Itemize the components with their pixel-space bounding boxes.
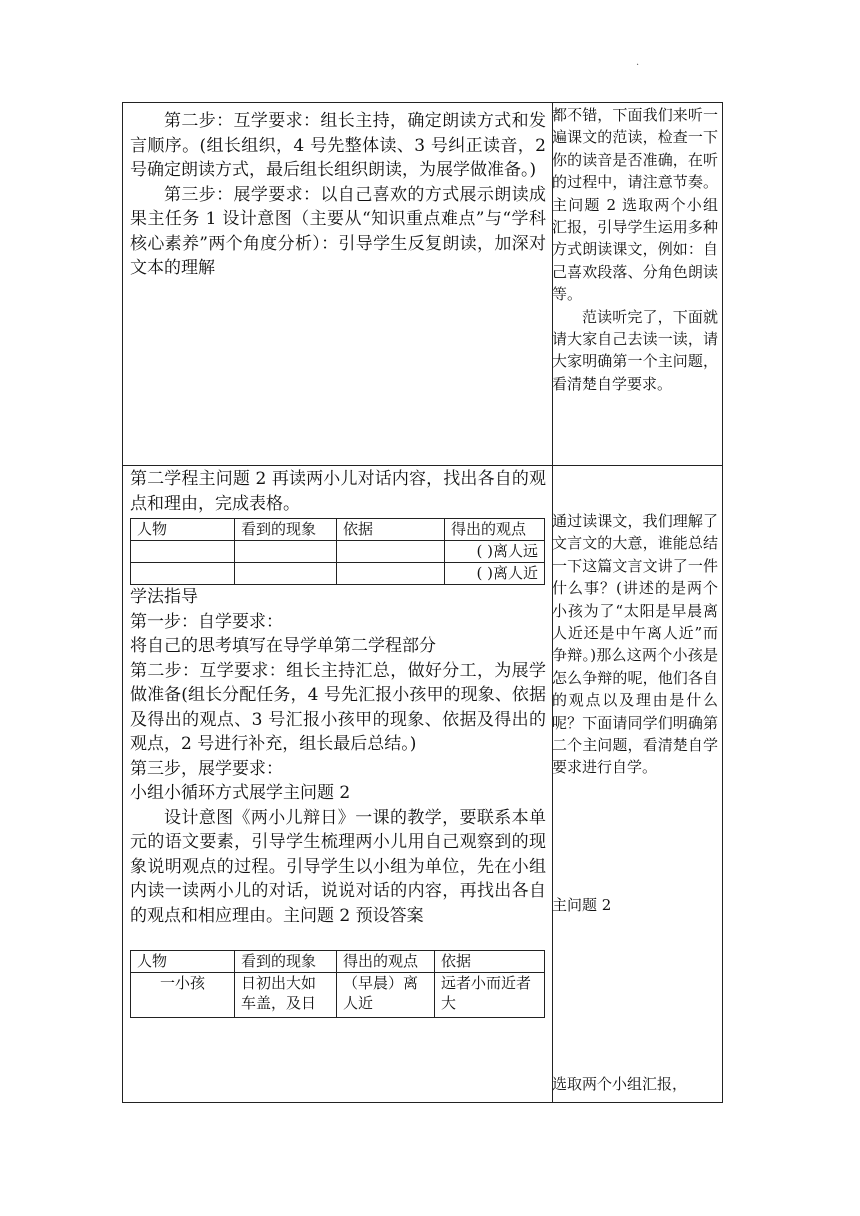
header-cell: 得出的观点 [445, 519, 545, 541]
answer-table-header [131, 951, 545, 973]
corner-mark: · [636, 60, 640, 71]
table-cell: 一小孩 [131, 973, 235, 1018]
step1-title: 第一步：自学要求： [130, 611, 283, 632]
row1-step3: 第三步：展学要求：以自己喜欢的方式展示朗读成果主任务 1 设计意图（主要从“知识重点难点”与“学科核心素养”两个角度分析）：引导学生反复朗读，加深对文本的理解 [130, 184, 546, 278]
step2-text: 第二步：互学要求：组长主持汇总，做好分工，为展学做准备(组长分配任务，4 号先汇报小孩甲的现象、依据及得出的观点、3 号汇报小孩甲的现象、依据及得出的观点，2 号进行补充，组长最后总结。) [130, 660, 546, 754]
table-cell [131, 541, 235, 563]
row1-step2: 第二步：互学要求：组长主持，确定朗读方式和发言顺序。(组长组织，4 号先整体读、3 号纠正读音，2 号确定朗读方式，最后组长组织朗读，为展学做准备。) [130, 111, 546, 180]
row2-intro: 第二学程主问题 2 再读两小儿对话内容，找出各自的观点和理由，完成表格。 [130, 469, 546, 514]
row1-side-para1: 都不错，下面我们来听一遍课文的范读，检查一下你的读音是否准确，在听的过程中，请注意节奏。主问题 2 选取两个小组汇报，引导学生运用多种方式朗读课文，例如：自己喜欢段落、分角色朗读等。 [552, 106, 718, 304]
table-cell [235, 563, 337, 585]
header-cell: 依据 [435, 951, 545, 973]
method-title: 学法指导 [130, 587, 198, 607]
table-cell [235, 541, 337, 563]
header-cell: 人物 [131, 519, 235, 541]
row2-side-para1: 通过读课文，我们理解了文言文的大意，谁能总结一下这篇文言文讲了一件什么事？(讲述的是两个小孩为了“太阳是早晨离人近还是中午离人近”而争辩。)那么这两个小孩是怎么争辩的呢，他们各自的观点以及理由是什么呢？下面请同学们明确第二个主问题，看清楚自学要求进行自学。 [552, 512, 718, 777]
design-intent: 设计意图《两小儿辩日》一课的教学，要联系本单元的语文要素，引导学生梳理两小儿用自己观察到的现象说明观点的过程。引导学生以小组为单位，先在小组内读一读两小儿的对话，说说对话的内容，再找出各自的观点和相应理由。主问题 2 预设答案 [130, 807, 546, 926]
row1-main-cell [123, 103, 553, 466]
table-cell: 日初出大如车盖，及日 [235, 973, 337, 1018]
table-cell [337, 541, 445, 563]
row1-side-para2: 范读听完了，下面就请大家自己去读一读，请大家明确第一个主问题，看清楚自学要求。 [552, 307, 718, 393]
row1-side-content [552, 104, 718, 464]
step1-text: 将自己的思考填写在导学单第二学程部分 [130, 636, 436, 656]
step3-text: 小组小循环方式展学主问题 2 [130, 783, 351, 803]
table-cell [131, 563, 235, 585]
header-cell: 依据 [337, 519, 445, 541]
row2-side-para3: 选取两个小组汇报， [552, 1075, 688, 1093]
observation-table [130, 518, 545, 585]
header-cell: 看到的现象 [235, 519, 337, 541]
table-cell: （早晨）离人近 [337, 973, 435, 1018]
header-cell: 人物 [131, 951, 235, 973]
table-cell: ( )离人近 [445, 563, 545, 585]
row2-side-label [552, 894, 718, 916]
row2-main-cell [123, 466, 553, 1103]
table-cell [337, 563, 445, 585]
row2-side-tail [552, 1073, 718, 1095]
header-cell: 看到的现象 [235, 951, 337, 973]
table-cell: 远者小而近者大 [435, 973, 545, 1018]
table-row [131, 973, 545, 1018]
table-row [131, 563, 545, 585]
step3-title: 第三步，展学要求： [130, 758, 283, 779]
table-row [131, 541, 545, 563]
observation-table-header [131, 519, 545, 541]
header-cell: 得出的观点 [337, 951, 435, 973]
row2-side-content [552, 510, 718, 779]
row2-side-para2: 主问题 2 [552, 896, 612, 914]
table-cell: ( )离人远 [445, 541, 545, 563]
answer-table [130, 950, 545, 1018]
